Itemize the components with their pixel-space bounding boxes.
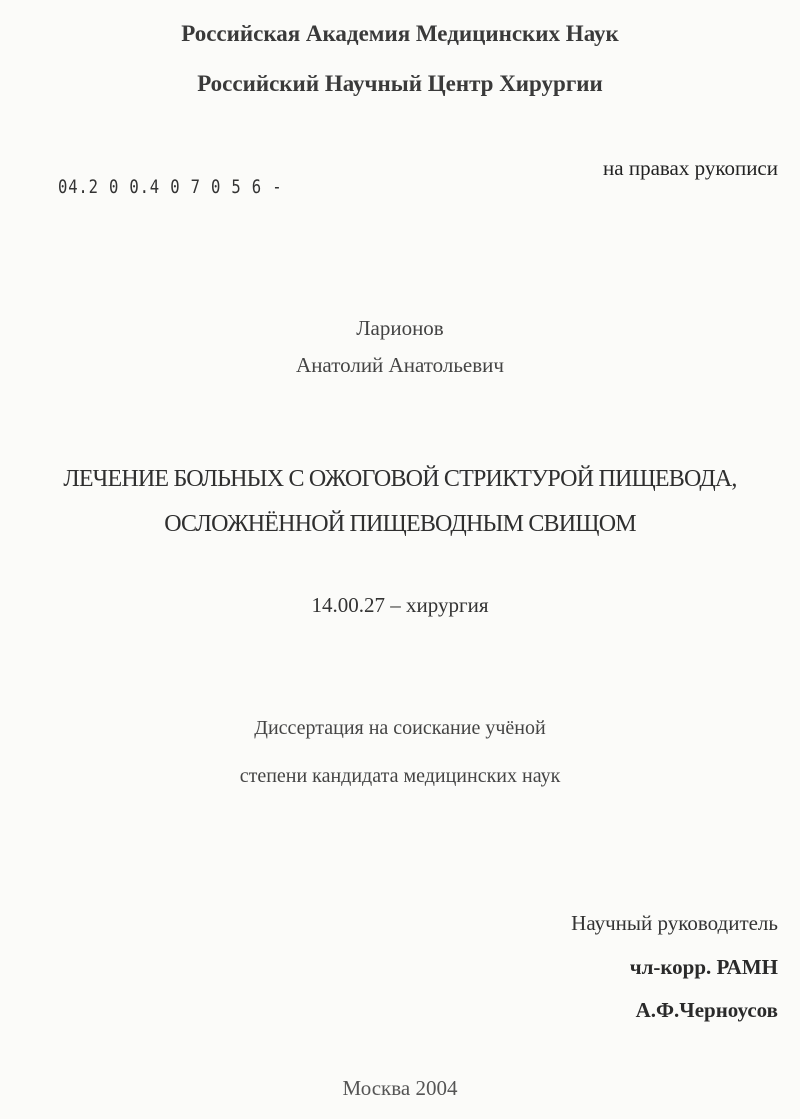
organization-line-1: Российская Академия Медицинских Наук — [181, 21, 619, 46]
registration-number-stamp: 04.2 0 0.4 0 7 0 5 6 - — [58, 176, 283, 198]
dissertation-degree-line-2: степени кандидата медицинских наук — [239, 765, 561, 787]
supervisor-label: Научный руководитель — [571, 911, 778, 935]
supervisor-name: А.Ф.Черноусов — [635, 998, 778, 1022]
specialty-code: 14.00.27 – хирургия — [311, 593, 489, 617]
author-given-names: Анатолий Анатольевич — [296, 353, 504, 377]
author-surname: Ларионов — [356, 316, 444, 340]
rights-note: на правах рукописи — [603, 156, 778, 180]
dissertation-title-line-1: ЛЕЧЕНИЕ БОЛЬНЫХ С ОЖОГОВОЙ СТРИКТУРОЙ ПИЩЕВОДА, — [63, 466, 737, 492]
dissertation-title-line-2: ОСЛОЖНЁННОЙ ПИЩЕВОДНЫМ СВИЩОМ — [164, 511, 636, 537]
supervisor-title: чл-корр. РАМН — [629, 955, 778, 979]
organization-line-2: Российский Научный Центр Хирургии — [197, 71, 603, 96]
city-year: Москва 2004 — [342, 1076, 458, 1100]
dissertation-degree-line-1: Диссертация на соискание учёной — [254, 717, 546, 739]
